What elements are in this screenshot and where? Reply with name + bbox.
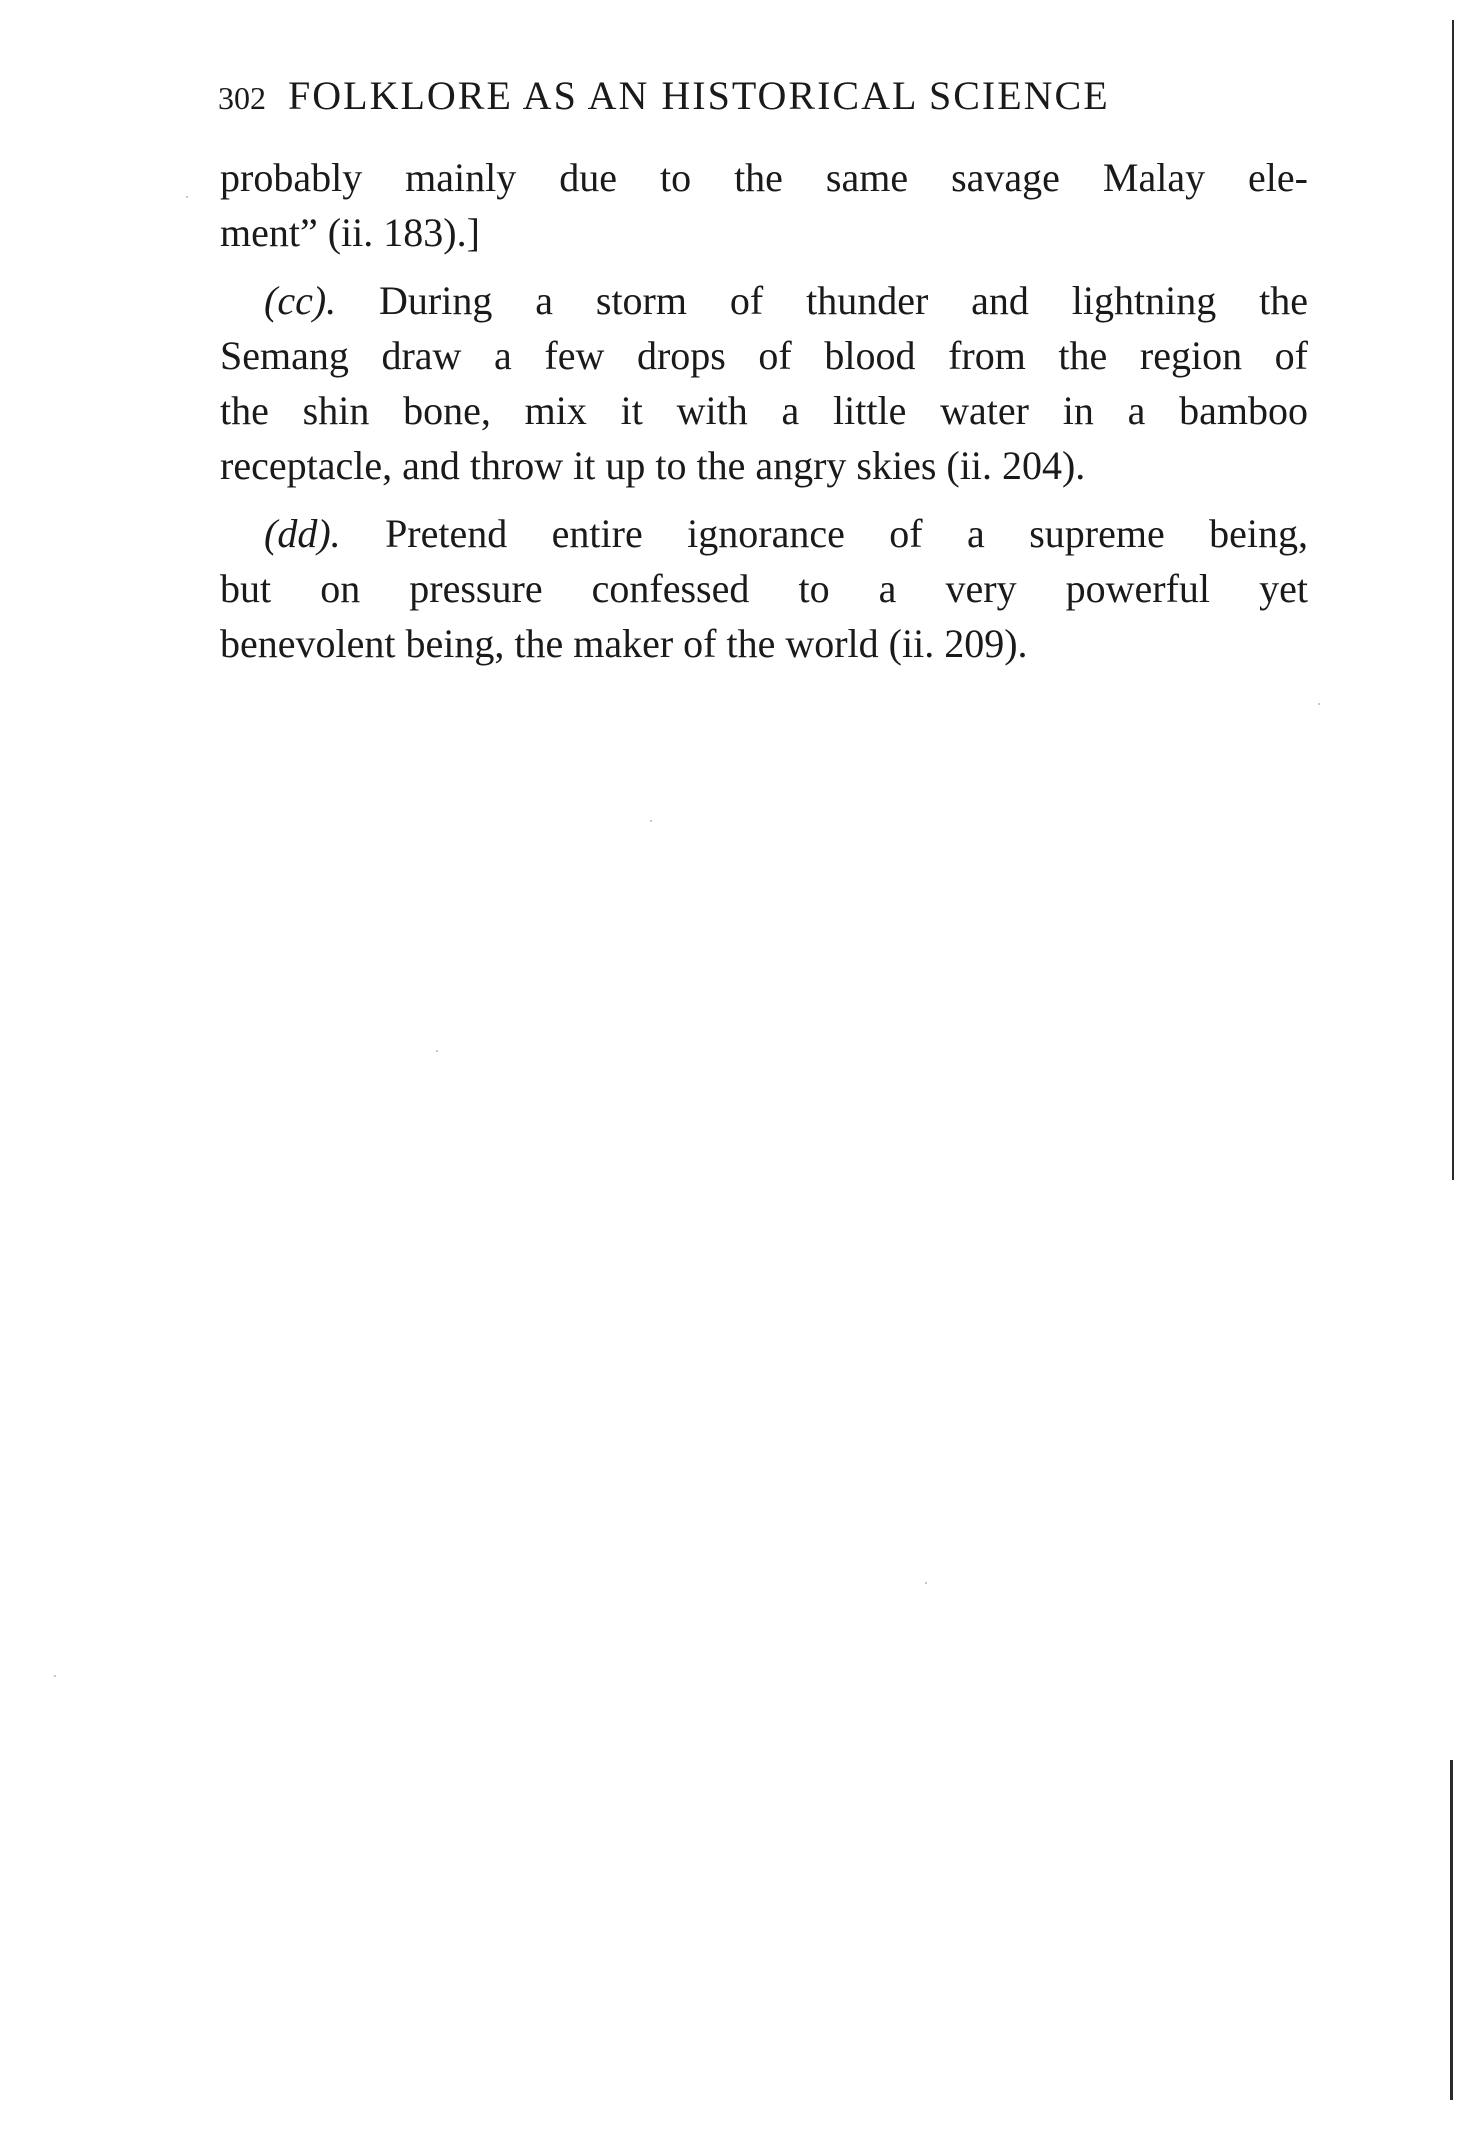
scan-edge-shadow [1450,1760,1453,2100]
running-title: FOLKLORE AS AN HISTORICAL SCIENCE [288,73,1110,118]
paper-speck [436,1050,438,1052]
text-segment: During a storm of thunder and lightning the [336,278,1308,323]
paper-speck [1318,703,1320,705]
scan-edge-shadow [1452,20,1454,1180]
text-line: ment” (ii. 183).] [220,210,480,255]
paragraph-cc [220,273,1308,493]
body-text [220,150,1308,671]
running-head [218,72,1248,119]
paper-speck [54,1675,56,1677]
text-segment: Pretend entire ignorance of a supreme being, [340,511,1308,556]
text-line: the shin bone, mix it with a little water in a bamboo [220,388,1308,433]
paragraph-label-cc: (cc). [264,278,337,323]
paragraph-label-dd: (dd). [264,511,341,556]
paper-speck [650,820,652,822]
text-line: probably mainly due to the same savage Malay ele- [220,155,1308,200]
text-line: receptacle, and throw it up to the angry skies (ii. 204). [220,443,1086,488]
paper-speck [925,1582,927,1584]
text-line: Semang draw a few drops of blood from the region of [220,333,1308,378]
paper-speck [186,196,188,198]
paragraph-continuation [220,150,1308,260]
paragraph-dd [220,506,1308,671]
text-line: but on pressure confessed to a very powerful yet [220,566,1308,611]
text-line [220,506,1308,561]
text-line [220,273,1308,328]
page-number: 302 [218,80,266,116]
text-line: benevolent being, the maker of the world (ii. 209). [220,621,1028,666]
